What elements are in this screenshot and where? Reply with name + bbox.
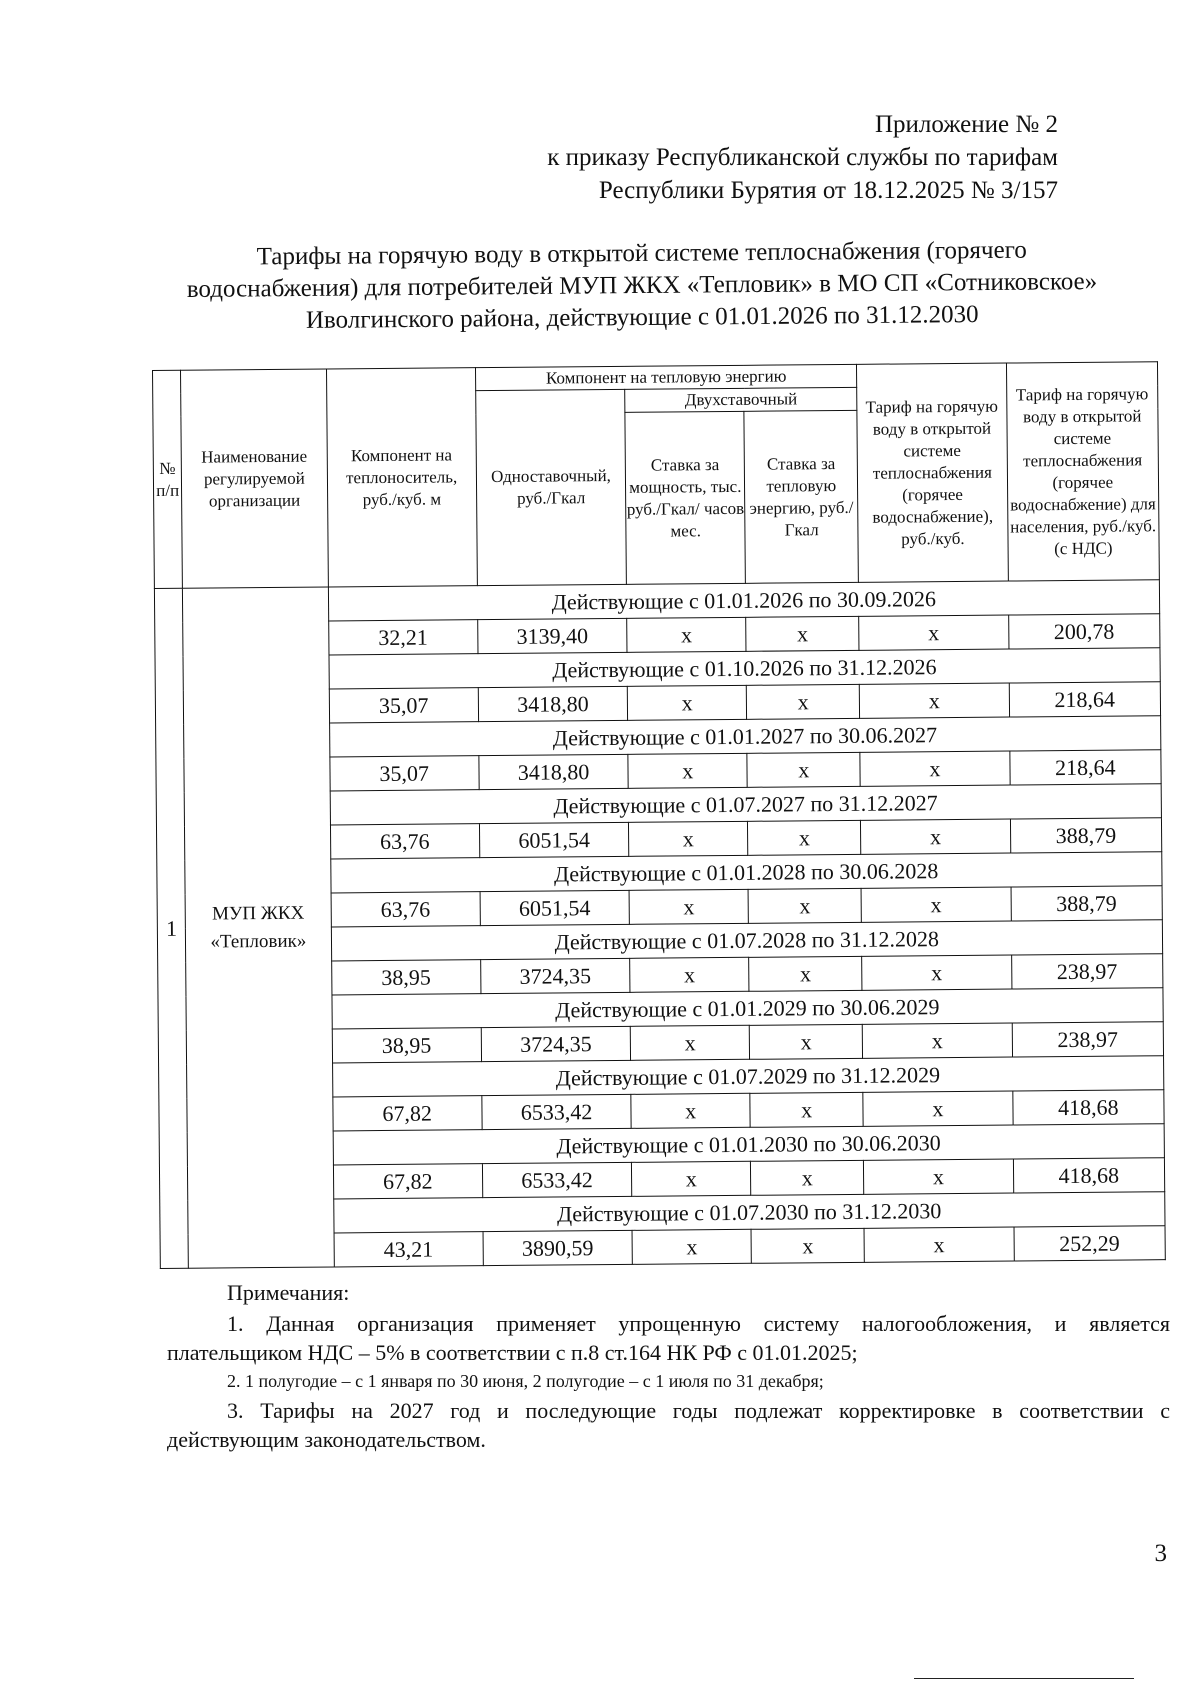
cell-tariff-pop: 238,97 (1012, 1022, 1164, 1057)
header-two-part: Двухставочный (625, 387, 857, 412)
appendix-order-ref: к приказу Республиканской службы по тарифам (547, 144, 1058, 171)
note-3: 3. Тарифы на 2027 год и последующие годы подлежат корректировке в соответствии с действующим законодательством. (167, 1398, 1170, 1452)
cell-carrier: 63,76 (330, 824, 480, 859)
cell-tariff-pop: 252,29 (1014, 1226, 1166, 1261)
header-tariff-population: Тариф на горячую воду в открытой системе теплоснабжения (горячее водоснабжение) для населения, руб./куб. (с НДС) (1006, 362, 1159, 581)
page-number: 3 (1154, 1540, 1167, 1567)
cell-capacity: x (631, 1093, 750, 1128)
header-one-part: Одноставочный, руб./Гкал (476, 389, 627, 585)
cell-capacity: x (628, 753, 747, 788)
header-num: № п/п (153, 370, 183, 588)
cell-heat-rate: x (750, 1024, 863, 1059)
cell-tariff: x (861, 887, 1011, 922)
cell-heat-rate: x (751, 1228, 864, 1263)
cell-tariff-pop: 388,79 (1010, 818, 1162, 853)
period-label: Действующие с 01.07.2028 по 31.12.2028 (331, 920, 1163, 961)
header-tariff: Тариф на горячую воду в открытой системе теплоснабжения (горячее водоснабжение), руб./куб. (857, 363, 1008, 582)
cell-carrier: 67,82 (333, 1164, 483, 1199)
cell-tariff-pop: 418,68 (1013, 1158, 1165, 1193)
header-carrier: Компонент на теплоноситель, руб./куб. м (326, 368, 477, 587)
cell-one-part: 3418,80 (479, 754, 629, 789)
cell-one-part: 6051,54 (480, 890, 630, 925)
tariff-table (152, 361, 1166, 1269)
cell-heat-rate: x (749, 956, 862, 991)
cell-tariff-pop: 218,64 (1009, 682, 1161, 717)
cell-heat-rate: x (748, 820, 861, 855)
appendix-number: Приложение № 2 (874, 111, 1058, 138)
cell-carrier: 35,07 (329, 756, 479, 791)
header-org: Наименование регулируемой организации (181, 369, 328, 588)
organization-name: МУП ЖКХ «Тепловик» (183, 587, 334, 1268)
cell-heat-rate: x (751, 1160, 864, 1195)
cell-tariff: x (859, 615, 1009, 650)
period-label: Действующие с 01.07.2027 по 31.12.2027 (330, 784, 1162, 825)
cell-carrier: 38,95 (331, 960, 481, 995)
cell-tariff-pop: 418,68 (1012, 1090, 1164, 1125)
period-label: Действующие с 01.01.2028 по 30.06.2028 (330, 852, 1162, 893)
cell-one-part: 6533,42 (482, 1162, 632, 1197)
cell-tariff: x (864, 1159, 1014, 1194)
cell-one-part: 3724,35 (481, 1026, 631, 1061)
cell-carrier: 67,82 (332, 1096, 482, 1131)
cell-tariff: x (860, 751, 1010, 786)
header-capacity: Ставка за мощность, тыс. руб./Гкал/ часов мес. (625, 411, 746, 584)
cell-one-part: 3139,40 (478, 618, 628, 653)
cell-heat-rate: x (746, 616, 859, 651)
row-number: 1 (154, 588, 188, 1268)
notes-heading: Примечания: (227, 1280, 350, 1305)
cell-carrier: 43,21 (334, 1232, 484, 1267)
cell-tariff: x (864, 1227, 1014, 1262)
cell-capacity: x (629, 821, 748, 856)
header-heat-group: Компонент на тепловую энергию (475, 364, 857, 390)
notes (167, 1278, 1170, 1454)
cell-tariff: x (863, 1023, 1013, 1058)
cell-tariff-pop: 200,78 (1008, 614, 1160, 649)
cell-tariff-pop: 238,97 (1011, 954, 1163, 989)
period-label: Действующие с 01.01.2030 по 30.06.2030 (333, 1124, 1165, 1165)
document-title (152, 234, 1133, 339)
cell-heat-rate: x (747, 684, 860, 719)
cell-carrier: 38,95 (332, 1028, 482, 1063)
note-2: 2. 1 полугодие – с 1 января по 30 июня, 2 полугодие – с 1 июля по 31 декабря; (227, 1371, 824, 1391)
cell-one-part: 6533,42 (482, 1094, 632, 1129)
title-line-1: Тарифы на горячую воду в открытой системе теплоснабжения (горячего (256, 236, 1027, 271)
tariff-table-wrapper (152, 361, 1166, 1269)
tariff-table-body (154, 580, 1165, 1269)
period-label: Действующие с 01.01.2027 по 30.06.2027 (329, 716, 1161, 757)
period-label: Действующие с 01.10.2026 по 31.12.2026 (329, 648, 1161, 689)
cell-one-part: 3418,80 (478, 686, 628, 721)
cell-heat-rate: x (748, 888, 861, 923)
note-1: 1. Данная организация применяет упрощенную систему налогообложения, и является плательщиком НДС – 5% в соответствии с п.8 ст.164 НК РФ с 01.01.2025; (167, 1311, 1170, 1365)
cell-tariff-pop: 388,79 (1011, 886, 1163, 921)
cell-tariff-pop: 218,64 (1009, 750, 1161, 785)
footer-rule (914, 1678, 1134, 1679)
cell-tariff: x (863, 1091, 1013, 1126)
cell-capacity: x (630, 957, 749, 992)
cell-capacity: x (630, 1025, 749, 1060)
cell-one-part: 3724,35 (481, 958, 631, 993)
period-label: Действующие с 01.07.2030 по 31.12.2030 (333, 1192, 1165, 1233)
title-line-3: Иволгинского района, действующие с 01.01.2026 по 31.12.2030 (305, 301, 979, 334)
period-label: Действующие с 01.01.2026 по 30.09.2026 (328, 580, 1160, 621)
cell-heat-rate: x (747, 752, 860, 787)
cell-tariff: x (861, 819, 1011, 854)
appendix-header (498, 108, 1058, 207)
cell-carrier: 63,76 (331, 892, 481, 927)
cell-capacity: x (629, 889, 748, 924)
period-label: Действующие с 01.07.2029 по 31.12.2029 (332, 1056, 1164, 1097)
cell-capacity: x (627, 617, 746, 652)
cell-one-part: 3890,59 (483, 1230, 633, 1265)
cell-capacity: x (632, 1161, 751, 1196)
appendix-order-date: Республики Бурятия от 18.12.2025 № 3/157 (598, 177, 1058, 204)
cell-carrier: 32,21 (328, 620, 478, 655)
cell-tariff: x (862, 955, 1012, 990)
cell-heat-rate: x (750, 1092, 863, 1127)
cell-carrier: 35,07 (329, 688, 479, 723)
cell-tariff: x (860, 683, 1010, 718)
cell-capacity: x (627, 685, 746, 720)
title-line-2: водоснабжения) для потребителей МУП ЖКХ «Тепловик» в МО СП «Сотниковское» (186, 268, 1098, 303)
header-heat-rate: Ставка за тепловую энергию, руб./Гкал (744, 410, 858, 583)
cell-capacity: x (632, 1229, 751, 1264)
period-label: Действующие с 01.01.2029 по 30.06.2029 (332, 988, 1164, 1029)
cell-one-part: 6051,54 (479, 822, 629, 857)
